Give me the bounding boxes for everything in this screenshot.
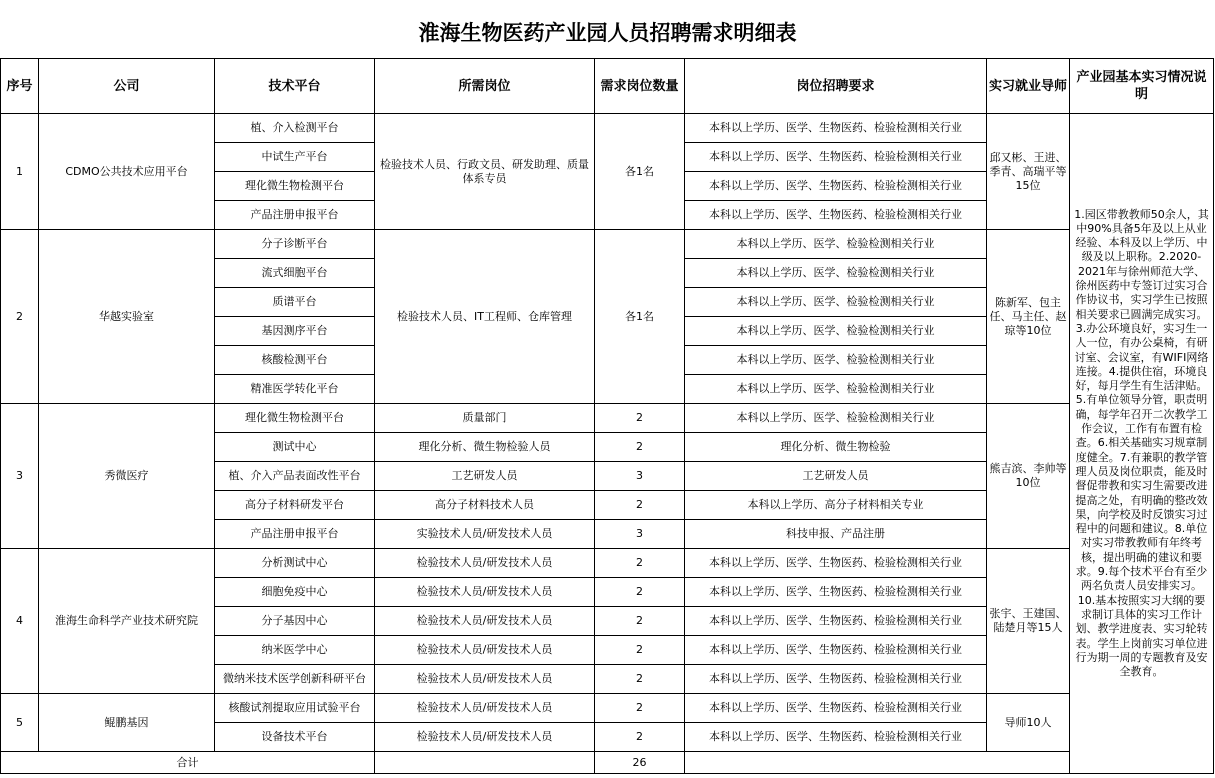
count-cell: 2 (595, 549, 685, 578)
header-requirement: 岗位招聘要求 (685, 59, 987, 114)
platform-cell: 分子基因中心 (215, 607, 375, 636)
platform-cell: 核酸检测平台 (215, 346, 375, 375)
seq-cell: 2 (1, 230, 39, 404)
header-position: 所需岗位 (375, 59, 595, 114)
platform-cell: 微纳米技术医学创新科研平台 (215, 665, 375, 694)
table-row (1, 404, 1214, 433)
requirement-cell: 本科以上学历、医学、生物医药、检验检测相关行业 (685, 665, 987, 694)
platform-cell: 中试生产平台 (215, 143, 375, 172)
requirement-cell: 本科以上学历、医学、生物医药、检验检测相关行业 (685, 578, 987, 607)
platform-cell: 纳米医学中心 (215, 636, 375, 665)
header-row (1, 59, 1214, 114)
table-row (1, 230, 1214, 259)
platform-cell: 理化微生物检测平台 (215, 404, 375, 433)
requirement-cell: 理化分析、微生物检验 (685, 433, 987, 462)
count-cell: 2 (595, 578, 685, 607)
platform-cell: 分析测试中心 (215, 549, 375, 578)
total-label: 合计 (1, 752, 375, 774)
note-cell: 1.园区带教教师50余人，其中90%具备5年及以上从业经验、本科及以上学历、中级及以上职称。2.2020-2021年与徐州师范大学、徐州医药中专签订过实习合作协议书，实习学生已按照相关要求已圆满完成实习。3.办公环境良好，实习生一人一位，有办公桌椅，有研讨室、会议室，有WIFI网络连接。4.提供住宿，环境良好，每月学生有生活津贴。5.有单位领导分管，职责明确，每学年召开二次教学工作会议，工作有布置有检查。6.相关基础实习规章制度健全。7.有兼职的教学管理人员及岗位职责，能及时督促带教和实习生需要改进提高之处，有明确的整改效果，向学校及时反馈实习过程中的问题和建议。8.单位对实习带教教师有年终考核，提出明确的建议和要求。9.每个技术平台有至少两名负责人员安排实习。10.基本按照实习大纲的要求制订具体的实习工作计划、教学进度表、实习轮转表。学生上岗前实习单位进行为期一周的专题教育及安全教育。 (1070, 114, 1214, 774)
total-count: 26 (595, 752, 685, 774)
count-cell: 各1名 (595, 230, 685, 404)
mentor-cell: 导师10人 (987, 694, 1070, 752)
count-cell: 各1名 (595, 114, 685, 230)
requirement-cell: 工艺研发人员 (685, 462, 987, 491)
seq-cell: 1 (1, 114, 39, 230)
position-cell: 检验技术人员、IT工程师、仓库管理 (375, 230, 595, 404)
position-cell: 检验技术人员/研发技术人员 (375, 549, 595, 578)
total-empty (685, 752, 1070, 774)
table-row (1, 549, 1214, 578)
count-cell: 3 (595, 462, 685, 491)
requirement-cell: 本科以上学历、医学、检验检测相关行业 (685, 230, 987, 259)
position-cell: 检验技术人员/研发技术人员 (375, 607, 595, 636)
platform-cell: 基因测序平台 (215, 317, 375, 346)
header-company: 公司 (39, 59, 215, 114)
platform-cell: 植、介入产品表面改性平台 (215, 462, 375, 491)
company-cell: 淮海生命科学产业技术研究院 (39, 549, 215, 694)
position-cell: 检验技术人员、行政文员、研发助理、质量体系专员 (375, 114, 595, 230)
company-cell: 华越实验室 (39, 230, 215, 404)
company-cell: 鲲鹏基因 (39, 694, 215, 752)
position-cell: 理化分析、微生物检验人员 (375, 433, 595, 462)
company-cell: 秀微医疗 (39, 404, 215, 549)
requirement-cell: 本科以上学历、医学、生物医药、检验检测相关行业 (685, 694, 987, 723)
header-platform: 技术平台 (215, 59, 375, 114)
platform-cell: 流式细胞平台 (215, 259, 375, 288)
company-cell: CDMO公共技术应用平台 (39, 114, 215, 230)
requirement-cell: 本科以上学历、高分子材料相关专业 (685, 491, 987, 520)
platform-cell: 分子诊断平台 (215, 230, 375, 259)
table-row (1, 114, 1214, 143)
position-cell: 工艺研发人员 (375, 462, 595, 491)
requirement-cell: 本科以上学历、医学、检验检测相关行业 (685, 375, 987, 404)
requirement-cell: 本科以上学历、医学、检验检测相关行业 (685, 259, 987, 288)
position-cell: 检验技术人员/研发技术人员 (375, 723, 595, 752)
mentor-cell: 邱又彬、王进、季青、高瑞平等15位 (987, 114, 1070, 230)
position-cell: 实验技术人员/研发技术人员 (375, 520, 595, 549)
platform-cell: 理化微生物检测平台 (215, 172, 375, 201)
sheet-title: 淮海生物医药产业园人员招聘需求明细表 (418, 21, 797, 45)
requirement-cell: 本科以上学历、医学、生物医药、检验检测相关行业 (685, 636, 987, 665)
count-cell: 2 (595, 491, 685, 520)
header-mentor: 实习就业导师 (987, 59, 1070, 114)
mentor-cell: 陈新军、包主任、马主任、赵琼等10位 (987, 230, 1070, 404)
count-cell: 2 (595, 404, 685, 433)
position-cell: 质量部门 (375, 404, 595, 433)
table-row (1, 694, 1214, 723)
requirement-cell: 本科以上学历、医学、生物医药、检验检测相关行业 (685, 549, 987, 578)
platform-cell: 核酸试剂提取应用试验平台 (215, 694, 375, 723)
platform-cell: 高分子材料研发平台 (215, 491, 375, 520)
header-seq: 序号 (1, 59, 39, 114)
requirement-cell: 本科以上学历、医学、生物医药、检验检测相关行业 (685, 201, 987, 230)
header-note: 产业园基本实习情况说明 (1070, 59, 1214, 114)
requirement-cell: 本科以上学历、医学、检验检测相关行业 (685, 317, 987, 346)
position-cell: 检验技术人员/研发技术人员 (375, 694, 595, 723)
mentor-cell: 张宇、王建国、陆楚月等15人 (987, 549, 1070, 694)
count-cell: 2 (595, 607, 685, 636)
mentor-cell: 熊吉滨、李帅等10位 (987, 404, 1070, 549)
position-cell: 检验技术人员/研发技术人员 (375, 636, 595, 665)
requirement-cell: 本科以上学历、医学、生物医药、检验检测相关行业 (685, 114, 987, 143)
requirement-cell: 本科以上学历、医学、检验检测相关行业 (685, 346, 987, 375)
count-cell: 2 (595, 694, 685, 723)
platform-cell: 产品注册申报平台 (215, 201, 375, 230)
requirement-cell: 本科以上学历、医学、检验检测相关行业 (685, 288, 987, 317)
position-cell: 高分子材料技术人员 (375, 491, 595, 520)
requirement-cell: 本科以上学历、医学、生物医药、检验检测相关行业 (685, 143, 987, 172)
total-row (1, 752, 1214, 774)
total-empty (375, 752, 595, 774)
position-cell: 检验技术人员/研发技术人员 (375, 578, 595, 607)
platform-cell: 测试中心 (215, 433, 375, 462)
platform-cell: 质谱平台 (215, 288, 375, 317)
requirement-cell: 本科以上学历、医学、检验检测相关行业 (685, 404, 987, 433)
count-cell: 2 (595, 433, 685, 462)
header-count: 需求岗位数量 (595, 59, 685, 114)
platform-cell: 设备技术平台 (215, 723, 375, 752)
requirement-cell: 本科以上学历、医学、生物医药、检验检测相关行业 (685, 172, 987, 201)
platform-cell: 产品注册申报平台 (215, 520, 375, 549)
requirement-cell: 本科以上学历、医学、生物医药、检验检测相关行业 (685, 607, 987, 636)
count-cell: 2 (595, 723, 685, 752)
count-cell: 2 (595, 636, 685, 665)
seq-cell: 5 (1, 694, 39, 752)
position-cell: 检验技术人员/研发技术人员 (375, 665, 595, 694)
count-cell: 2 (595, 665, 685, 694)
platform-cell: 精准医学转化平台 (215, 375, 375, 404)
requirement-cell: 科技申报、产品注册 (685, 520, 987, 549)
seq-cell: 3 (1, 404, 39, 549)
recruitment-table (0, 58, 1214, 774)
platform-cell: 细胞免疫中心 (215, 578, 375, 607)
count-cell: 3 (595, 520, 685, 549)
requirement-cell: 本科以上学历、医学、生物医药、检验检测相关行业 (685, 723, 987, 752)
seq-cell: 4 (1, 549, 39, 694)
platform-cell: 植、介入检测平台 (215, 114, 375, 143)
